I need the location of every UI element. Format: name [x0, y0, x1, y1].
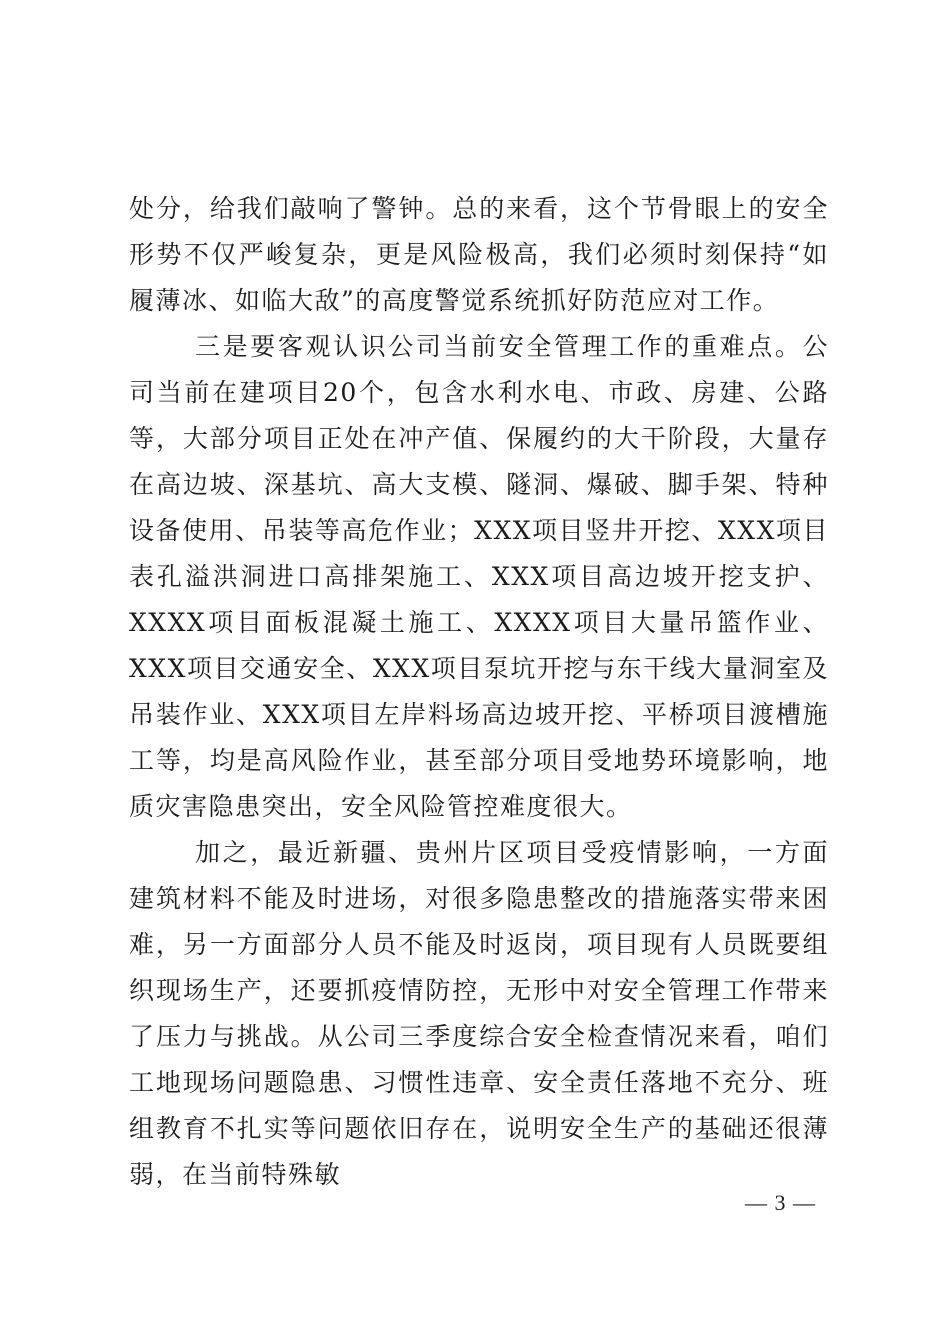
page-number: — 3 —: [745, 1190, 816, 1215]
document-body: [129, 186, 829, 1198]
paragraph-continuation: 处分，给我们敲响了警钟。总的来看，这个节骨眼上的安全形势不仅严峻复杂，更是风险极高，我们必须时刻保持“如履薄冰、如临大敌”的高度警觉系统抓好防范应对工作。: [129, 194, 829, 315]
paragraph-key-difficulties: 三是要客观认识公司当前安全管理工作的重难点。公司当前在建项目20个，包含水利水电、市政、房建、公路等，大部分项目正处在冲产值、保履约的大干阶段，大量存在高边坡、深基坑、高大支模、隧洞、爆破、脚手架、特种设备使用、吊装等高危作业；XXX项目竖井开挖、XXX项目表孔溢洪洞进口高排架施工、XXX项目高边坡开挖支护、XXXX项目面板混凝土施工、XXXX项目大量吊篮作业、XXX项目交通安全、XXX项目泵坑开挖与东干线大量洞室及吊装作业、XXX项目左岸料场高边坡开挖、平桥项目渡槽施工等，均是高风险作业，甚至部分项目受地势环境影响，地质灾害隐患突出，安全风险管控难度很大。: [129, 332, 829, 821]
paragraph-epidemic-impact: 加之，最近新疆、贵州片区项目受疫情影响，一方面建筑材料不能及时进场，对很多隐患整改的措施落实带来困难，另一方面部分人员不能及时返岗，项目现有人员既要组织现场生产，还要抓疫情防控，无形中对安全管理工作带来了压力与挑战。从公司三季度综合安全检查情况来看，咱们工地现场问题隐患、习惯性违章、安全责任落地不充分、班组教育不扎实等问题依旧存在，说明安全生产的基础还很薄弱，在当前特殊敏: [129, 838, 829, 1189]
